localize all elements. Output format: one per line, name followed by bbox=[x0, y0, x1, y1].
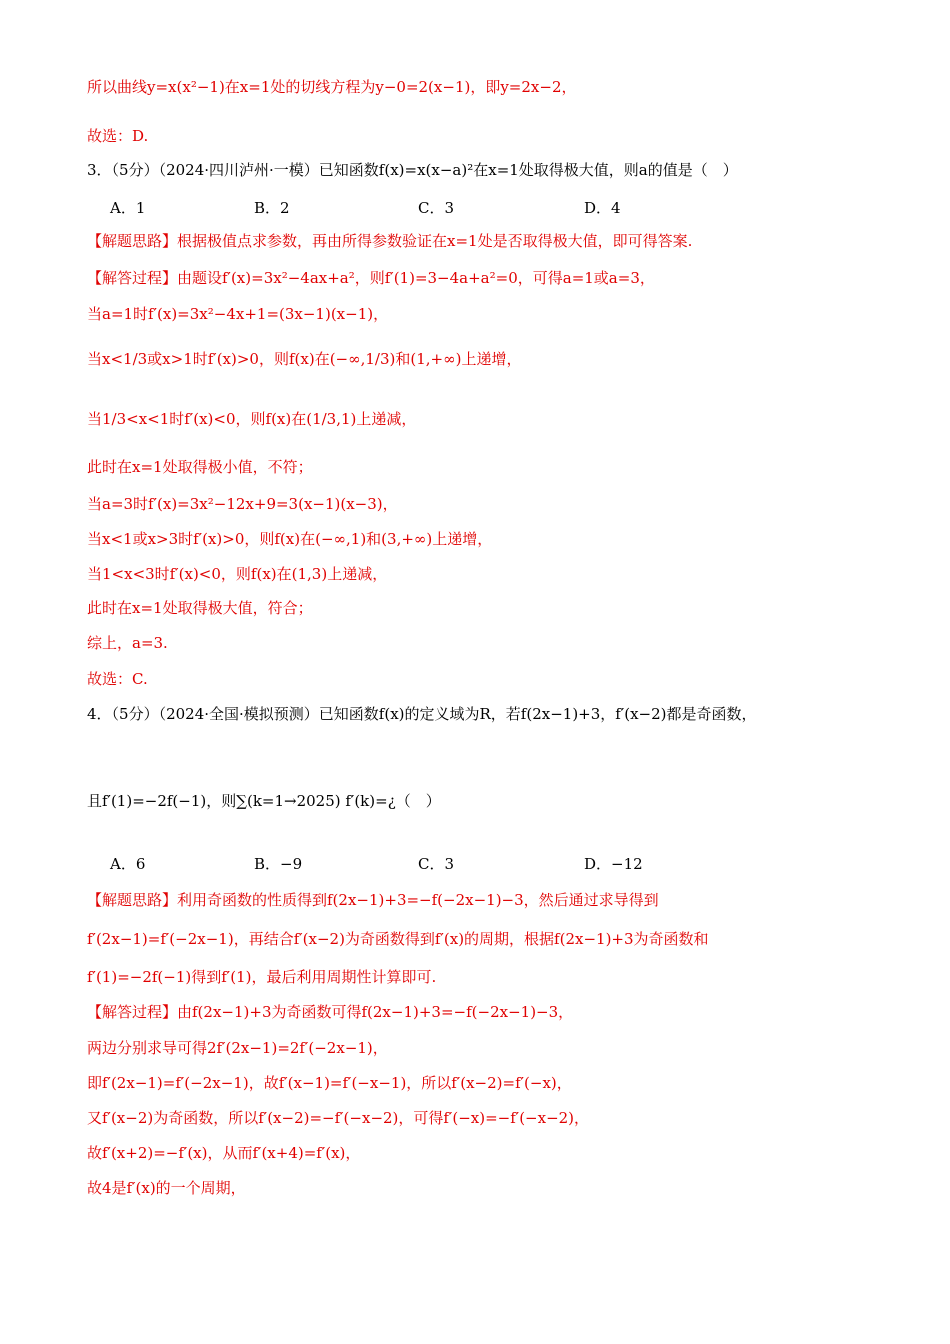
text-line: 故选：D. bbox=[87, 127, 149, 145]
question-4-stem-cont: 且f′(1)=−2f(−1)，则∑(k=1→2025) f′(k)=¿（ ） bbox=[87, 792, 441, 810]
text-line: 此时在x=1处取得极大值，符合； bbox=[87, 599, 313, 617]
q4-option-b: B．−9 bbox=[254, 855, 303, 873]
text-line: 当a=3时f′(x)=3x²−12x+9=3(x−1)(x−3)， bbox=[87, 495, 398, 513]
text-line: 两边分别求导可得2f′(2x−1)=2f′(−2x−1)， bbox=[87, 1039, 388, 1057]
text-line: 当a=1时f′(x)=3x²−4x+1=(3x−1)(x−1)， bbox=[87, 305, 389, 323]
q3-option-c: C．3 bbox=[418, 199, 455, 217]
text-line: 当1<x<3时f′(x)<0，则f(x)在(1,3)上递减， bbox=[87, 565, 388, 583]
solution-idea: 【解题思路】根据极值点求参数，再由所得参数验证在x=1处是否取得极大值，即可得答案. bbox=[87, 232, 693, 250]
text-line: 综上，a=3. bbox=[87, 634, 168, 652]
text-line: 故4是f′(x)的一个周期， bbox=[87, 1179, 246, 1197]
solution-process: 【解答过程】由题设f′(x)=3x²−4ax+a²，则f′(1)=3−4a+a²=0，可得a=1或a=3， bbox=[87, 269, 655, 287]
text-line: 故选：C. bbox=[87, 670, 148, 688]
solution-idea: 【解题思路】利用奇函数的性质得到f(2x−1)+3=−f(−2x−1)−3，然后通过求导得到 bbox=[87, 891, 659, 909]
q3-option-d: D．4 bbox=[584, 199, 621, 217]
q4-option-a: A．6 bbox=[110, 855, 146, 873]
text-line: 当x<1或x>3时f′(x)>0，则f(x)在(−∞,1)和(3,+∞)上递增， bbox=[87, 530, 493, 548]
text-line: 故f′(x+2)=−f′(x)，从而f′(x+4)=f′(x)， bbox=[87, 1144, 361, 1162]
text-line: f′(1)=−2f(−1)得到f′(1)，最后利用周期性计算即可. bbox=[87, 968, 437, 986]
question-3-stem: 3．（5分）（2024·四川泸州·一模）已知函数f(x)=x(x−a)²在x=1处取得极大值，则a的值是（ ） bbox=[87, 161, 738, 179]
text-line: 当1/3<x<1时f′(x)<0，则f(x)在(1/3,1)上递减， bbox=[87, 410, 417, 428]
text-line: 当x<1/3或x>1时f′(x)>0，则f(x)在(−∞,1/3)和(1,+∞)上递增， bbox=[87, 350, 522, 368]
question-4-stem: 4．（5分）（2024·全国·模拟预测）已知函数f(x)的定义域为R，若f(2x−1)+3，f′(x−2)都是奇函数， bbox=[87, 705, 757, 723]
text-line: 此时在x=1处取得极小值，不符； bbox=[87, 458, 313, 476]
text-line: 所以曲线y=x(x²−1)在x=1处的切线方程为y−0=2(x−1)，即y=2x−2， bbox=[87, 78, 577, 96]
q3-option-b: B．2 bbox=[254, 199, 290, 217]
q4-option-d: D．−12 bbox=[584, 855, 643, 873]
text-line: 又f′(x−2)为奇函数，所以f′(x−2)=−f′(−x−2)，可得f′(−x)=−f′(−x−2)， bbox=[87, 1109, 590, 1127]
solution-process: 【解答过程】由f(2x−1)+3为奇函数可得f(2x−1)+3=−f(−2x−1)−3， bbox=[87, 1003, 574, 1021]
q3-option-a: A．1 bbox=[110, 199, 146, 217]
text-line: 即f′(2x−1)=f′(−2x−1)，故f′(x−1)=f′(−x−1)，所以f′(x−2)=f′(−x)， bbox=[87, 1074, 572, 1092]
q4-option-c: C．3 bbox=[418, 855, 455, 873]
text-line: f′(2x−1)=f′(−2x−1)，再结合f′(x−2)为奇函数得到f′(x)的周期，根据f(2x−1)+3为奇函数和 bbox=[87, 930, 709, 948]
